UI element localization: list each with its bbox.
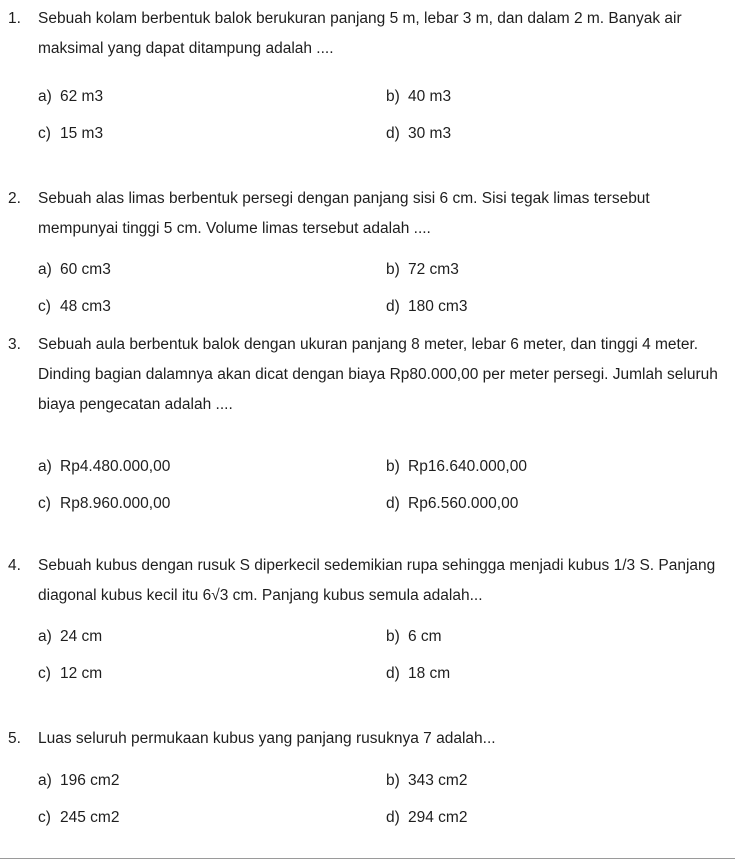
option-c[interactable] <box>38 495 170 513</box>
option-letter: b) <box>386 261 400 278</box>
question-text <box>8 551 728 611</box>
option-b[interactable] <box>386 261 459 279</box>
option-letter: d) <box>386 125 400 142</box>
option-letter: a) <box>38 458 52 475</box>
option-letter: a) <box>38 261 52 278</box>
option-letter: c) <box>38 298 51 315</box>
question-number: 5. <box>8 730 21 747</box>
question-line: diagonal kubus kecil itu 6√3 cm. Panjang kubus semula adalah... <box>38 587 483 604</box>
option-a[interactable] <box>38 458 170 476</box>
question-text <box>8 184 728 244</box>
option-d[interactable] <box>386 125 451 143</box>
option-letter: d) <box>386 495 400 512</box>
question-line: Sebuah aula berbentuk balok dengan ukuran panjang 8 meter, lebar 6 meter, dan tinggi 4 meter. <box>38 336 699 353</box>
option-letter: c) <box>38 495 51 512</box>
question-line: Dinding bagian dalamnya akan dicat dengan biaya Rp80.000,00 per meter persegi. Jumlah seluruh <box>38 366 718 383</box>
option-letter: a) <box>38 772 52 789</box>
option-text: 180 cm3 <box>408 298 468 315</box>
question-line: Luas seluruh permukaan kubus yang panjang rusuknya 7 adalah... <box>38 730 496 747</box>
option-c[interactable] <box>38 665 102 683</box>
option-text: 15 m3 <box>60 125 104 142</box>
option-text: 12 cm <box>60 665 103 682</box>
option-text: Rp6.560.000,00 <box>408 495 519 512</box>
question-line: biaya pengecatan adalah .... <box>38 396 233 413</box>
option-b[interactable] <box>386 772 467 790</box>
option-letter: c) <box>38 125 51 142</box>
option-text: 60 cm3 <box>60 261 111 278</box>
option-text: 30 m3 <box>408 125 452 142</box>
option-b[interactable] <box>386 458 527 476</box>
option-letter: d) <box>386 809 400 826</box>
option-text: 6 cm <box>408 628 442 645</box>
option-c[interactable] <box>38 298 111 316</box>
option-b[interactable] <box>386 88 451 106</box>
question-line: Sebuah kolam berbentuk balok berukuran panjang 5 m, lebar 3 m, dan dalam 2 m. Banyak air <box>38 10 682 27</box>
option-letter: c) <box>38 809 51 826</box>
option-c[interactable] <box>38 125 103 143</box>
option-text: Rp8.960.000,00 <box>60 495 171 512</box>
question-number: 4. <box>8 557 21 574</box>
question-line: Sebuah kubus dengan rusuk S diperkecil sedemikian rupa sehingga menjadi kubus 1/3 S. Panjang <box>38 557 716 574</box>
option-letter: d) <box>386 665 400 682</box>
option-text: 72 cm3 <box>408 261 459 278</box>
question-line: Sebuah alas limas berbentuk persegi dengan panjang sisi 6 cm. Sisi tegak limas tersebut <box>38 190 650 207</box>
question-text <box>8 330 728 420</box>
option-d[interactable] <box>386 809 467 827</box>
option-c[interactable] <box>38 809 119 827</box>
option-a[interactable] <box>38 628 102 646</box>
option-text: 196 cm2 <box>60 772 120 789</box>
option-text: 343 cm2 <box>408 772 468 789</box>
question-line: maksimal yang dapat ditampung adalah .... <box>38 40 334 57</box>
bottom-divider <box>0 858 735 859</box>
option-text: 24 cm <box>60 628 103 645</box>
option-d[interactable] <box>386 298 467 316</box>
option-letter: d) <box>386 298 400 315</box>
option-text: Rp4.480.000,00 <box>60 458 171 475</box>
option-text: 40 m3 <box>408 88 452 105</box>
option-letter: c) <box>38 665 51 682</box>
option-a[interactable] <box>38 261 111 279</box>
option-letter: a) <box>38 628 52 645</box>
option-d[interactable] <box>386 665 450 683</box>
question-number: 3. <box>8 336 21 353</box>
option-text: 48 cm3 <box>60 298 111 315</box>
option-a[interactable] <box>38 772 119 790</box>
question-number: 2. <box>8 190 21 207</box>
option-d[interactable] <box>386 495 518 513</box>
option-text: 294 cm2 <box>408 809 468 826</box>
option-letter: a) <box>38 88 52 105</box>
option-letter: b) <box>386 458 400 475</box>
option-a[interactable] <box>38 88 103 106</box>
question-line: mempunyai tinggi 5 cm. Volume limas tersebut adalah .... <box>38 220 431 237</box>
option-letter: b) <box>386 772 400 789</box>
option-text: 245 cm2 <box>60 809 120 826</box>
option-letter: b) <box>386 628 400 645</box>
question-text <box>8 4 728 64</box>
option-text: 18 cm <box>408 665 451 682</box>
option-b[interactable] <box>386 628 442 646</box>
question-text <box>8 724 728 754</box>
option-text: Rp16.640.000,00 <box>408 458 527 475</box>
question-number: 1. <box>8 10 21 27</box>
option-letter: b) <box>386 88 400 105</box>
option-text: 62 m3 <box>60 88 104 105</box>
